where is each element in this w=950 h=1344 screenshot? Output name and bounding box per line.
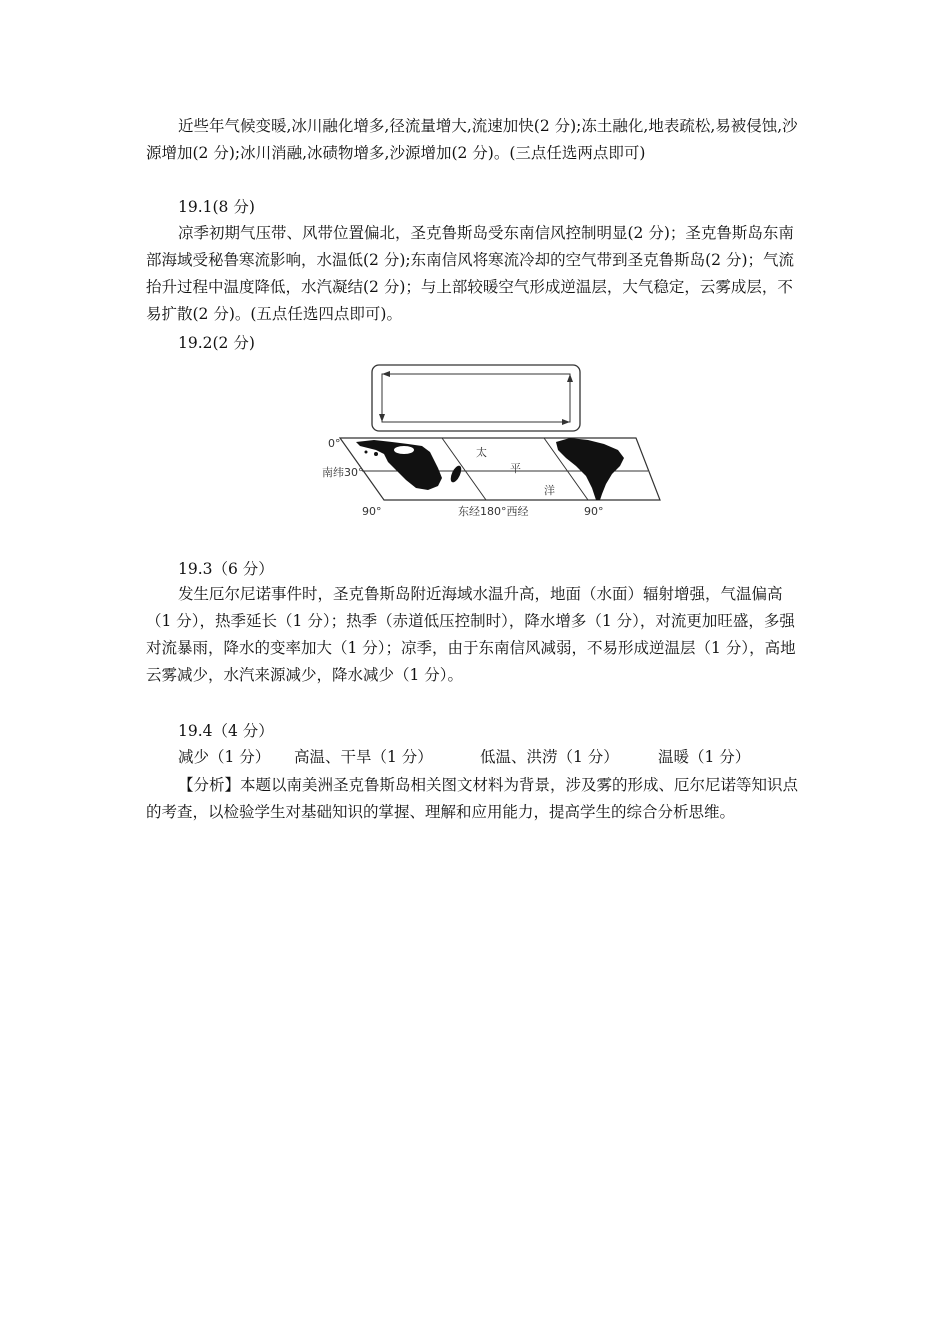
answer-1: 减少（1 分） bbox=[178, 748, 271, 766]
paragraph-analysis: 【分析】本题以南美洲圣克鲁斯岛相关图文材料为背景，涉及雾的形成、厄尔尼诺等知识点的考查，以检验学生对基础知识的掌握、理解和应用能力，提高学生的综合分析思维。 bbox=[146, 776, 799, 821]
label-lon-right: 90° bbox=[584, 505, 604, 518]
label-ocean-2: 平 bbox=[510, 462, 521, 475]
answer-4: 温暖（1 分） bbox=[658, 748, 751, 766]
walker-circulation-diagram bbox=[318, 362, 664, 522]
new-zealand-landmass bbox=[449, 464, 464, 484]
label-equator: 0° bbox=[328, 437, 341, 450]
circulation-frame bbox=[372, 365, 580, 431]
label-ocean-3: 洋 bbox=[544, 484, 555, 497]
label-lon-center: 东经180°西经 bbox=[458, 505, 529, 518]
heading-19-2: 19.2(2 分) bbox=[178, 334, 255, 352]
paragraph-19-3-answer: 发生厄尔尼诺事件时，圣克鲁斯岛附近海域水温升高，地面（水面）辐射增强，气温偏高（1 分），热季延长（1 分）；热季（赤道低压控制时），降水增多（1 分），对流更加旺盛，多强对流暴雨，降水的变率加大（1 分）；凉季，由于东南信风减弱，不易形成逆温层（1 分），高地云雾减少，水汽来源减少，降水减少（1 分）。 bbox=[146, 585, 796, 684]
answers-19-4 bbox=[178, 746, 750, 768]
answer-3: 低温、洪涝（1 分） bbox=[480, 748, 619, 766]
label-lon-left: 90° bbox=[362, 505, 382, 518]
arrow-right-icon bbox=[562, 419, 570, 425]
paragraph-19-1-answer: 凉季初期气压带、风带位置偏北，圣克鲁斯岛受东南信风控制明显(2 分)；圣克鲁斯岛东南部海域受秘鲁寒流影响，水温低(2 分);东南信风将寒流冷却的空气带到圣克鲁斯岛(2 分)；气流抬升过程中温度降低，水汽凝结(2 分)；与上部较暖空气形成逆温层，大气稳定，云雾成层，不易扩散(2 分)。(五点任选四点即可)。 bbox=[146, 224, 794, 323]
paragraph-glacier: 近些年气候变暖,冰川融化增多,径流量增大,流速加快(2 分);冻土融化,地表疏松,易被侵蚀,沙源增加(2 分);冰川消融,冰碛物增多,沙源增加(2 分)。(三点任选两点即可) bbox=[146, 117, 798, 162]
heading-19-1: 19.1(8 分) bbox=[178, 198, 255, 216]
arrow-left-icon bbox=[382, 371, 390, 377]
circulation-loop bbox=[382, 374, 570, 422]
arrow-down-icon bbox=[379, 414, 385, 422]
arrow-up-icon bbox=[567, 374, 573, 382]
label-ocean-1: 太 bbox=[476, 446, 487, 459]
answer-2: 高温、干旱（1 分） bbox=[294, 748, 433, 766]
label-30s: 南纬30° bbox=[322, 466, 364, 479]
island-dot bbox=[365, 451, 368, 454]
island-dot bbox=[374, 452, 378, 456]
heading-19-4: 19.4（4 分） bbox=[178, 722, 274, 740]
island-gap bbox=[394, 446, 414, 454]
heading-19-3: 19.3（6 分） bbox=[178, 560, 274, 578]
